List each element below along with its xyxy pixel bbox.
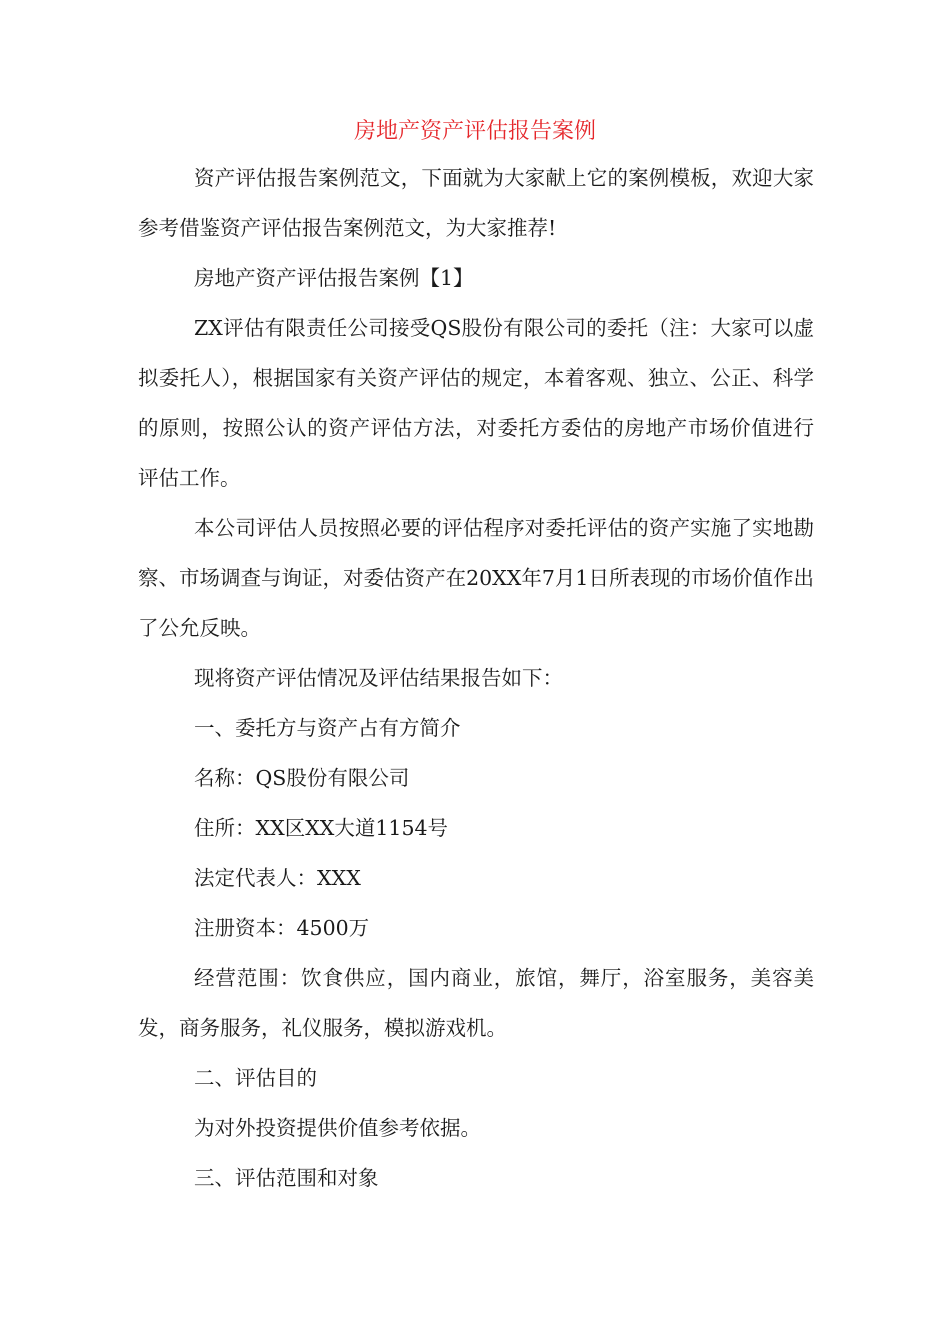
- section-heading-3: 三、评估范围和对象: [194, 1166, 379, 1190]
- purpose-line: 为对外投资提供价值参考依据。: [194, 1116, 481, 1140]
- section-heading-1: 一、委托方与资产占有方简介: [194, 716, 461, 740]
- document-body: [138, 153, 814, 1203]
- company-address-line: 住所：XX区XX大道1154号: [194, 816, 449, 840]
- registered-capital-line: 注册资本：4500万: [194, 916, 370, 940]
- case-heading: 房地产资产评估报告案例【1】: [194, 266, 474, 290]
- section-heading-2: 二、评估目的: [194, 1066, 317, 1090]
- business-scope-paragraph: 经营范围：饮食供应，国内商业，旅馆，舞厅，浴室服务，美容美发，商务服务，礼仪服务，模拟游戏机。: [138, 966, 814, 1040]
- report-intro-paragraph: 现将资产评估情况及评估结果报告如下：: [194, 666, 563, 690]
- company-name-line: 名称：QS股份有限公司: [194, 766, 410, 790]
- document-title: 房地产资产评估报告案例: [353, 119, 596, 144]
- legal-representative-line: 法定代表人：XXX: [194, 866, 361, 890]
- procedure-paragraph: 本公司评估人员按照必要的评估程序对委托评估的资产实施了实地勘察、市场调查与询证，对委估资产在20XX年7月1日所表现的市场价值作出了公允反映。: [138, 516, 814, 640]
- intro-paragraph: 资产评估报告案例范文，下面就为大家献上它的案例模板，欢迎大家参考借鉴资产评估报告案例范文，为大家推荐!: [138, 166, 814, 240]
- engagement-paragraph: ZX评估有限责任公司接受QS股份有限公司的委托（注：大家可以虚拟委托人），根据国家有关资产评估的规定，本着客观、独立、公正、科学的原则，按照公认的资产评估方法，对委托方委估的房地产市场价值进行评估工作。: [138, 316, 814, 490]
